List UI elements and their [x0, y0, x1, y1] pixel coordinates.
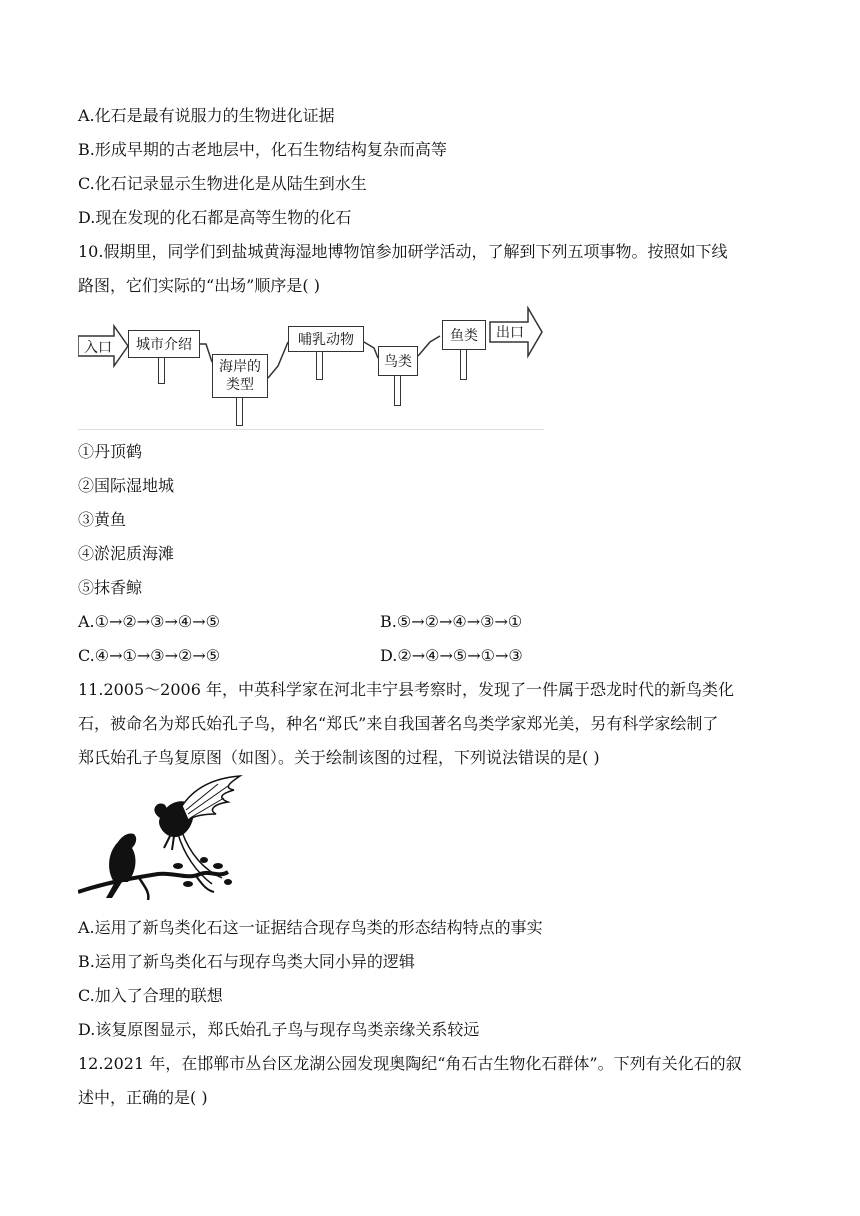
q10-item-5: ⑤抹香鲸: [78, 578, 143, 597]
branch-twig: [138, 876, 148, 900]
coast-types-line2: 类型: [226, 377, 254, 393]
q11-stem-line3: 郑氏始孔子鸟复原图（如图）。关于绘制该图的过程，下列说法错误的是( ): [78, 748, 600, 767]
leaf: [224, 879, 232, 885]
connector-mammal-bird: [364, 342, 378, 358]
mammal-box: 哺乳动物: [288, 326, 364, 352]
q10-item-4: ④淤泥质海滩: [78, 544, 175, 563]
q12-stem-line2: 述中，正确的是( ): [78, 1088, 208, 1107]
bird-restoration-illustration: [78, 774, 244, 908]
perched-bird: [109, 833, 136, 882]
bird-box: 鸟类: [378, 346, 418, 376]
city-intro-post: [158, 358, 165, 384]
q9-option-a: A.化石是最有说服力的生物进化证据: [78, 106, 335, 125]
flying-bird-legs: [164, 836, 174, 850]
q9-option-c: C.化石记录显示生物进化是从陆生到水生: [78, 174, 367, 193]
mammal-post: [316, 352, 323, 380]
q10-option-a: A.①→②→③→④→⑤: [78, 612, 220, 631]
entry-label: 入口: [84, 340, 112, 356]
connector-bird-fish: [418, 336, 440, 356]
leaf: [200, 857, 208, 863]
exit-label: 出口: [496, 325, 524, 341]
q10-item-3: ③黄鱼: [78, 510, 127, 529]
q11-stem-line2: 石，被命名为郑氏始孔子鸟，种名“郑氏”来自我国著名鸟类学家郑光美，另有科学家绘制了: [78, 714, 719, 733]
q9-option-b: B.形成早期的古老地层中，化石生物结构复杂而高等: [78, 140, 447, 159]
coast-types-box: [212, 354, 268, 398]
diagram-baseline: [78, 429, 544, 430]
q10-option-b: B.⑤→②→④→③→①: [380, 612, 523, 631]
q11-option-d: D.该复原图显示，郑氏始孔子鸟与现存鸟类亲缘关系较远: [78, 1020, 480, 1039]
leaf: [173, 863, 183, 869]
q11-option-c: C.加入了合理的联想: [78, 986, 223, 1005]
q10-item-1: ①丹顶鹤: [78, 442, 143, 461]
q11-option-a: A.运用了新鸟类化石这一证据结合现存鸟类的形态结构特点的事实: [78, 918, 543, 937]
tail-streamer: [182, 832, 222, 878]
q9-option-d: D.现在发现的化石都是高等生物的化石: [78, 208, 352, 227]
q10-option-c: C.④→①→③→②→⑤: [78, 646, 221, 665]
connector-coast-mammal: [268, 342, 288, 378]
q10-option-d: D.②→④→⑤→①→③: [380, 646, 523, 665]
q11-stem-line1: 11.2005～2006 年，中英科学家在河北丰宁县考察时，发现了一件属于恐龙时代的新鸟类化: [78, 680, 734, 699]
city-intro-box: 城市介绍: [128, 330, 200, 358]
q10-stem-line1: 10.假期里，同学们到盐城黄海湿地博物馆参加研学活动，了解到下列五项事物。按照如下线: [78, 242, 728, 261]
leaf: [213, 863, 223, 869]
leaf: [183, 881, 193, 887]
coast-types-line1: 海岸的: [219, 359, 261, 375]
fish-box: 鱼类: [442, 320, 486, 350]
branch: [78, 872, 228, 892]
fish-post: [460, 350, 467, 380]
q10-stem-line2: 路图，它们实际的“出场”顺序是( ): [78, 276, 320, 295]
connector-city-coast: [200, 344, 212, 362]
bird-post: [394, 376, 401, 406]
q12-stem-line1: 12.2021 年，在邯郸市丛台区龙湖公园发现奥陶纪“角石古生物化石群体”。下列有关化石的叙: [78, 1054, 742, 1073]
museum-route-diagram: [78, 306, 544, 430]
coast-types-post: [236, 398, 243, 426]
q11-option-b: B.运用了新鸟类化石与现存鸟类大同小异的逻辑: [78, 952, 415, 971]
q10-item-2: ②国际湿地城: [78, 476, 175, 495]
